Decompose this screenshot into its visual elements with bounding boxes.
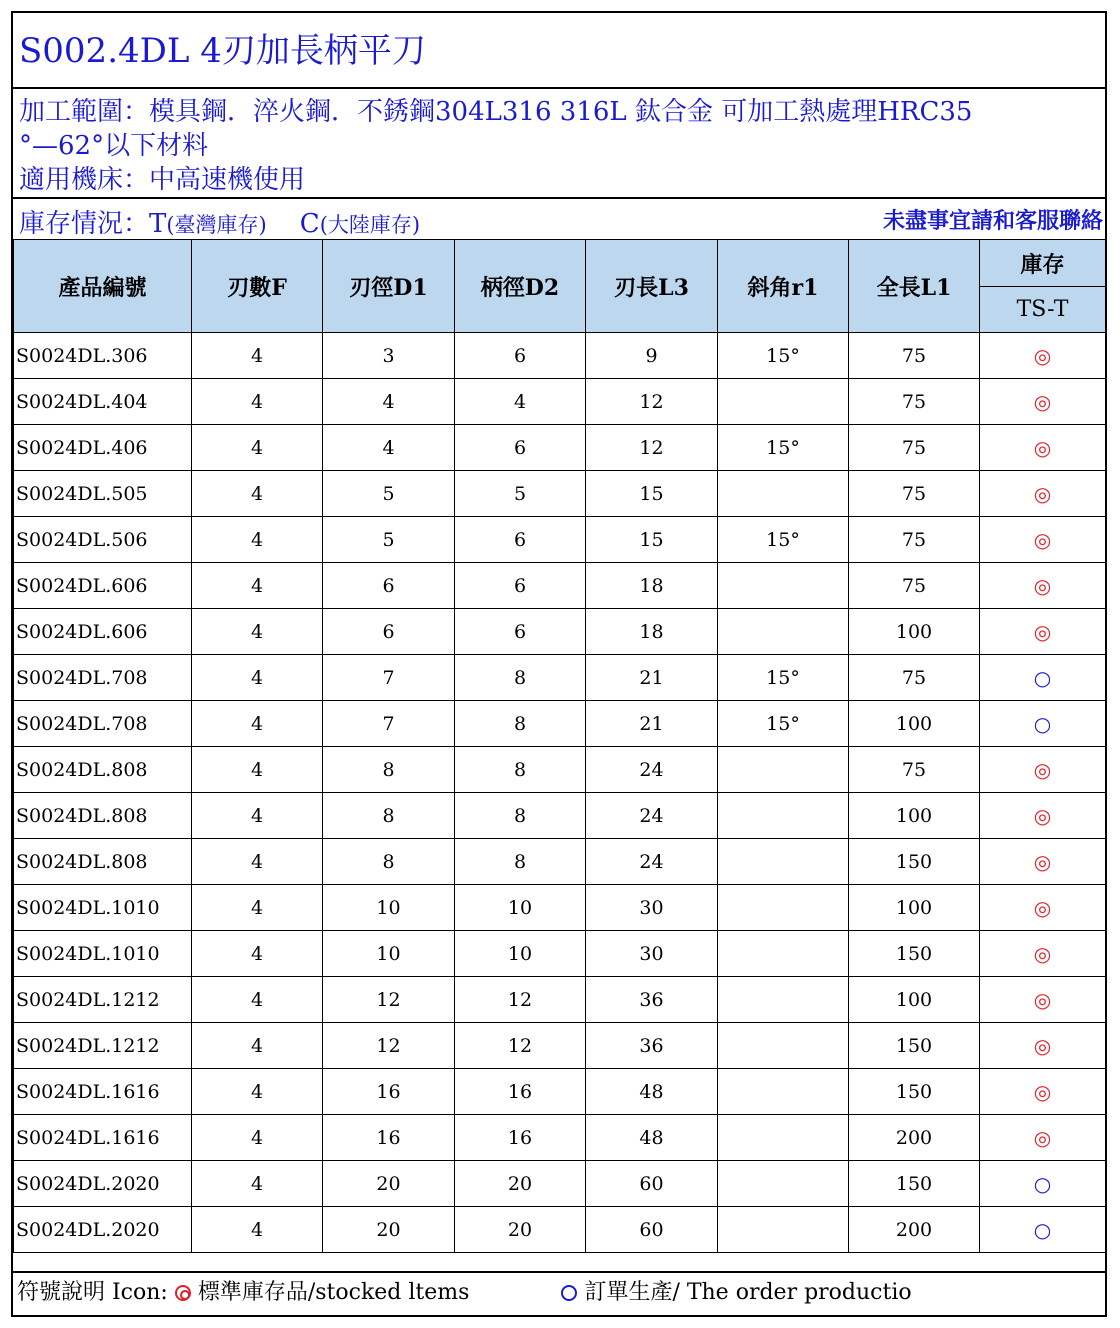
header-cutting-diameter: 刃徑D1 bbox=[323, 240, 455, 333]
flutes-cell: 4 bbox=[192, 333, 323, 379]
shank-diameter-cell: 16 bbox=[455, 1069, 586, 1115]
cutting-diameter-cell: 4 bbox=[323, 379, 455, 425]
cutting-length-cell: 24 bbox=[586, 793, 718, 839]
catalog-sheet bbox=[11, 11, 1107, 1317]
stock-cell: ○ bbox=[980, 1207, 1106, 1253]
cutting-diameter-cell: 5 bbox=[323, 517, 455, 563]
stock-cell: ◎ bbox=[980, 379, 1106, 425]
cutting-length-cell: 9 bbox=[586, 333, 718, 379]
bevel-angle-cell: 15° bbox=[718, 655, 849, 701]
stock-cell: ◎ bbox=[980, 609, 1106, 655]
table-row bbox=[14, 1115, 1106, 1161]
product-rows bbox=[14, 333, 1106, 1253]
product-code-cell: S0024DL.1010 bbox=[14, 931, 192, 977]
table-row bbox=[14, 1161, 1106, 1207]
cutting-length-cell: 30 bbox=[586, 885, 718, 931]
cutting-diameter-cell: 8 bbox=[323, 747, 455, 793]
legend-label: 符號說明 Icon: bbox=[17, 1280, 168, 1305]
shank-diameter-cell: 8 bbox=[455, 839, 586, 885]
product-code-cell: S0024DL.1616 bbox=[14, 1115, 192, 1161]
product-table bbox=[13, 239, 1106, 1253]
cutting-length-cell: 24 bbox=[586, 839, 718, 885]
bevel-angle-cell: 15° bbox=[718, 425, 849, 471]
bevel-angle-cell bbox=[718, 885, 849, 931]
overall-length-cell: 75 bbox=[849, 655, 980, 701]
bevel-angle-cell: 15° bbox=[718, 701, 849, 747]
overall-length-cell: 100 bbox=[849, 793, 980, 839]
flutes-cell: 4 bbox=[192, 563, 323, 609]
overall-length-cell: 100 bbox=[849, 885, 980, 931]
bevel-angle-cell bbox=[718, 793, 849, 839]
cutting-length-cell: 12 bbox=[586, 379, 718, 425]
stock-cell: ◎ bbox=[980, 517, 1106, 563]
bevel-angle-cell bbox=[718, 1207, 849, 1253]
overall-length-cell: 75 bbox=[849, 471, 980, 517]
flutes-cell: 4 bbox=[192, 793, 323, 839]
table-row bbox=[14, 333, 1106, 379]
shank-diameter-cell: 8 bbox=[455, 793, 586, 839]
table-row bbox=[14, 839, 1106, 885]
cutting-diameter-cell: 20 bbox=[323, 1207, 455, 1253]
cutting-diameter-cell: 10 bbox=[323, 931, 455, 977]
stock-status-bar bbox=[13, 199, 1105, 239]
flutes-cell: 4 bbox=[192, 1115, 323, 1161]
shank-diameter-cell: 12 bbox=[455, 1023, 586, 1069]
cutting-diameter-cell: 16 bbox=[323, 1069, 455, 1115]
flutes-cell: 4 bbox=[192, 609, 323, 655]
flutes-cell: 4 bbox=[192, 885, 323, 931]
table-row bbox=[14, 1069, 1106, 1115]
table-row bbox=[14, 793, 1106, 839]
stock-cell: ◎ bbox=[980, 563, 1106, 609]
stock-cell: ◎ bbox=[980, 885, 1106, 931]
shank-diameter-cell: 16 bbox=[455, 1115, 586, 1161]
legend-stocked-text: 標準庫存品/stocked ltems bbox=[197, 1280, 470, 1305]
product-code-cell: S0024DL.505 bbox=[14, 471, 192, 517]
product-code-cell: S0024DL.404 bbox=[14, 379, 192, 425]
bevel-angle-cell bbox=[718, 563, 849, 609]
product-code-cell: S0024DL.306 bbox=[14, 333, 192, 379]
table-row bbox=[14, 701, 1106, 747]
shank-diameter-cell: 20 bbox=[455, 1207, 586, 1253]
bevel-angle-cell bbox=[718, 1069, 849, 1115]
cutting-length-cell: 48 bbox=[586, 1115, 718, 1161]
stock-cell: ○ bbox=[980, 701, 1106, 747]
flutes-cell: 4 bbox=[192, 425, 323, 471]
cutting-diameter-cell: 10 bbox=[323, 885, 455, 931]
overall-length-cell: 150 bbox=[849, 1069, 980, 1115]
header-cutting-length: 刃長L3 bbox=[586, 240, 718, 333]
stock-cell: ◎ bbox=[980, 977, 1106, 1023]
flutes-cell: 4 bbox=[192, 931, 323, 977]
header-stock-sub: TS-T bbox=[980, 287, 1106, 333]
flutes-cell: 4 bbox=[192, 1207, 323, 1253]
product-code-cell: S0024DL.808 bbox=[14, 747, 192, 793]
machining-range-line-2: °—62°以下材料 bbox=[19, 131, 209, 161]
stock-cell: ◎ bbox=[980, 793, 1106, 839]
header-shank-diameter: 柄徑D2 bbox=[455, 240, 586, 333]
bevel-angle-cell bbox=[718, 1115, 849, 1161]
cutting-length-cell: 18 bbox=[586, 563, 718, 609]
stock-label: 庫存情況：T bbox=[19, 209, 167, 239]
flutes-cell: 4 bbox=[192, 977, 323, 1023]
product-code-cell: S0024DL.708 bbox=[14, 655, 192, 701]
cutting-length-cell: 30 bbox=[586, 931, 718, 977]
product-code-cell: S0024DL.606 bbox=[14, 563, 192, 609]
table-row bbox=[14, 517, 1106, 563]
legend-order-text: 訂單生產/ The order productio bbox=[584, 1280, 912, 1305]
cutting-diameter-cell: 3 bbox=[323, 333, 455, 379]
china-stock-label: C bbox=[299, 209, 320, 239]
table-row bbox=[14, 747, 1106, 793]
taiwan-stock-desc: (臺灣庫存) bbox=[166, 213, 267, 237]
product-code-cell: S0024DL.2020 bbox=[14, 1207, 192, 1253]
overall-length-cell: 100 bbox=[849, 977, 980, 1023]
overall-length-cell: 75 bbox=[849, 747, 980, 793]
shank-diameter-cell: 10 bbox=[455, 885, 586, 931]
shank-diameter-cell: 6 bbox=[455, 333, 586, 379]
cutting-diameter-cell: 5 bbox=[323, 471, 455, 517]
shank-diameter-cell: 12 bbox=[455, 977, 586, 1023]
cutting-diameter-cell: 6 bbox=[323, 609, 455, 655]
flutes-cell: 4 bbox=[192, 839, 323, 885]
bevel-angle-cell: 15° bbox=[718, 517, 849, 563]
product-code-cell: S0024DL.1212 bbox=[14, 1023, 192, 1069]
header-overall-length: 全長L1 bbox=[849, 240, 980, 333]
bevel-angle-cell bbox=[718, 839, 849, 885]
bevel-angle-cell: 15° bbox=[718, 333, 849, 379]
table-row bbox=[14, 1023, 1106, 1069]
shank-diameter-cell: 4 bbox=[455, 379, 586, 425]
bevel-angle-cell bbox=[718, 379, 849, 425]
overall-length-cell: 150 bbox=[849, 1161, 980, 1207]
bevel-angle-cell bbox=[718, 471, 849, 517]
header-stock: 庫存 bbox=[980, 240, 1106, 287]
header-bevel-angle: 斜角r1 bbox=[718, 240, 849, 333]
bevel-angle-cell bbox=[718, 977, 849, 1023]
stock-cell: ◎ bbox=[980, 471, 1106, 517]
overall-length-cell: 150 bbox=[849, 839, 980, 885]
shank-diameter-cell: 20 bbox=[455, 1161, 586, 1207]
flutes-cell: 4 bbox=[192, 701, 323, 747]
overall-length-cell: 150 bbox=[849, 1023, 980, 1069]
china-stock-desc: (大陸庫存) bbox=[319, 213, 421, 237]
header-product-code: 產品編號 bbox=[14, 240, 192, 333]
bevel-angle-cell bbox=[718, 1023, 849, 1069]
shank-diameter-cell: 8 bbox=[455, 747, 586, 793]
stocked-symbol-icon bbox=[175, 1285, 191, 1301]
stock-legend bbox=[19, 203, 420, 240]
cutting-length-cell: 48 bbox=[586, 1069, 718, 1115]
cutting-diameter-cell: 16 bbox=[323, 1115, 455, 1161]
cutting-diameter-cell: 6 bbox=[323, 563, 455, 609]
bevel-angle-cell bbox=[718, 931, 849, 977]
table-row bbox=[14, 1207, 1106, 1253]
table-row bbox=[14, 931, 1106, 977]
info-block bbox=[13, 89, 1105, 199]
overall-length-cell: 100 bbox=[849, 609, 980, 655]
cutting-length-cell: 60 bbox=[586, 1207, 718, 1253]
table-row bbox=[14, 563, 1106, 609]
stock-cell: ◎ bbox=[980, 931, 1106, 977]
table-row bbox=[14, 379, 1106, 425]
flutes-cell: 4 bbox=[192, 1069, 323, 1115]
overall-length-cell: 200 bbox=[849, 1115, 980, 1161]
stock-cell: ○ bbox=[980, 655, 1106, 701]
flutes-cell: 4 bbox=[192, 655, 323, 701]
overall-length-cell: 75 bbox=[849, 379, 980, 425]
shank-diameter-cell: 10 bbox=[455, 931, 586, 977]
cutting-diameter-cell: 20 bbox=[323, 1161, 455, 1207]
cutting-diameter-cell: 12 bbox=[323, 1023, 455, 1069]
cutting-length-cell: 15 bbox=[586, 517, 718, 563]
shank-diameter-cell: 6 bbox=[455, 425, 586, 471]
symbol-legend bbox=[13, 1271, 1105, 1315]
applicable-machine-line: 適用機床：中高速機使用 bbox=[19, 165, 306, 195]
table-row bbox=[14, 885, 1106, 931]
flutes-cell: 4 bbox=[192, 517, 323, 563]
cutting-length-cell: 21 bbox=[586, 701, 718, 747]
overall-length-cell: 75 bbox=[849, 517, 980, 563]
product-code-cell: S0024DL.808 bbox=[14, 793, 192, 839]
stock-cell: ◎ bbox=[980, 839, 1106, 885]
flutes-cell: 4 bbox=[192, 747, 323, 793]
cutting-length-cell: 36 bbox=[586, 977, 718, 1023]
cutting-length-cell: 18 bbox=[586, 609, 718, 655]
cutting-length-cell: 12 bbox=[586, 425, 718, 471]
table-row bbox=[14, 977, 1106, 1023]
cutting-diameter-cell: 4 bbox=[323, 425, 455, 471]
shank-diameter-cell: 8 bbox=[455, 701, 586, 747]
overall-length-cell: 150 bbox=[849, 931, 980, 977]
shank-diameter-cell: 6 bbox=[455, 609, 586, 655]
overall-length-cell: 75 bbox=[849, 425, 980, 471]
overall-length-cell: 100 bbox=[849, 701, 980, 747]
product-code-cell: S0024DL.2020 bbox=[14, 1161, 192, 1207]
product-code-cell: S0024DL.808 bbox=[14, 839, 192, 885]
shank-diameter-cell: 6 bbox=[455, 563, 586, 609]
machining-range-line: 加工範圍：模具鋼．淬火鋼．不銹鋼304L316 316L 鈦合金 可加工熱處理HRC35 bbox=[19, 97, 973, 127]
overall-length-cell: 75 bbox=[849, 563, 980, 609]
cutting-length-cell: 21 bbox=[586, 655, 718, 701]
stock-cell: ○ bbox=[980, 1161, 1106, 1207]
flutes-cell: 4 bbox=[192, 1023, 323, 1069]
cutting-length-cell: 36 bbox=[586, 1023, 718, 1069]
stock-cell: ◎ bbox=[980, 333, 1106, 379]
product-code-cell: S0024DL.1010 bbox=[14, 885, 192, 931]
page-title: S002.4DL 4刃加長柄平刀 bbox=[13, 13, 1105, 89]
stock-cell: ◎ bbox=[980, 1023, 1106, 1069]
overall-length-cell: 200 bbox=[849, 1207, 980, 1253]
cutting-length-cell: 60 bbox=[586, 1161, 718, 1207]
product-code-cell: S0024DL.708 bbox=[14, 701, 192, 747]
cutting-diameter-cell: 7 bbox=[323, 701, 455, 747]
shank-diameter-cell: 5 bbox=[455, 471, 586, 517]
table-row bbox=[14, 609, 1106, 655]
order-symbol-icon bbox=[561, 1285, 577, 1301]
cutting-diameter-cell: 12 bbox=[323, 977, 455, 1023]
cutting-length-cell: 15 bbox=[586, 471, 718, 517]
cutting-diameter-cell: 7 bbox=[323, 655, 455, 701]
product-code-cell: S0024DL.1616 bbox=[14, 1069, 192, 1115]
stock-cell: ◎ bbox=[980, 1115, 1106, 1161]
overall-length-cell: 75 bbox=[849, 333, 980, 379]
bevel-angle-cell bbox=[718, 1161, 849, 1207]
flutes-cell: 4 bbox=[192, 471, 323, 517]
flutes-cell: 4 bbox=[192, 1161, 323, 1207]
table-row bbox=[14, 655, 1106, 701]
product-code-cell: S0024DL.606 bbox=[14, 609, 192, 655]
product-code-cell: S0024DL.1212 bbox=[14, 977, 192, 1023]
bevel-angle-cell bbox=[718, 609, 849, 655]
product-code-cell: S0024DL.406 bbox=[14, 425, 192, 471]
header-flutes: 刃數F bbox=[192, 240, 323, 333]
bevel-angle-cell bbox=[718, 747, 849, 793]
stock-cell: ◎ bbox=[980, 1069, 1106, 1115]
stock-cell: ◎ bbox=[980, 747, 1106, 793]
shank-diameter-cell: 8 bbox=[455, 655, 586, 701]
flutes-cell: 4 bbox=[192, 379, 323, 425]
table-row bbox=[14, 471, 1106, 517]
cutting-diameter-cell: 8 bbox=[323, 793, 455, 839]
cutting-length-cell: 24 bbox=[586, 747, 718, 793]
product-code-cell: S0024DL.506 bbox=[14, 517, 192, 563]
shank-diameter-cell: 6 bbox=[455, 517, 586, 563]
customer-service-note: 未盡事宜請和客服聯絡 bbox=[882, 208, 1103, 234]
cutting-diameter-cell: 8 bbox=[323, 839, 455, 885]
table-row bbox=[14, 425, 1106, 471]
stock-cell: ◎ bbox=[980, 425, 1106, 471]
